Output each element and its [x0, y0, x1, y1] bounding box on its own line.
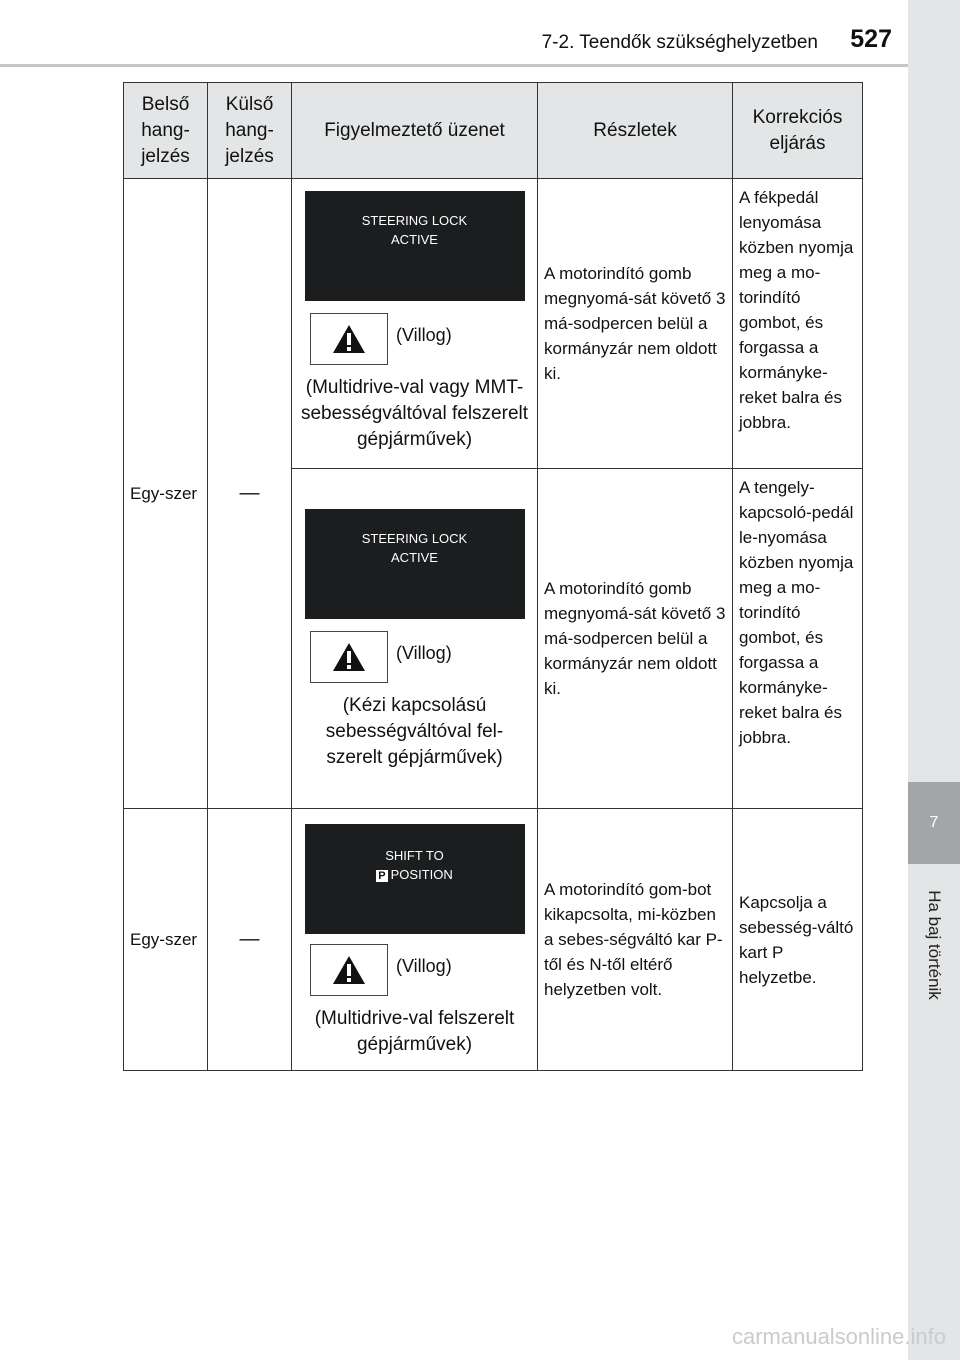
table-header-row [124, 83, 863, 179]
details-cell: A motorindító gomb megnyomá-sát követő 3 má-sodpercen belül a kormányzár nem oldott ki. [538, 469, 733, 809]
screen-line: STEERING LOCK [361, 531, 468, 546]
vehicle-note: (Kézi kapcsolású sebességváltóval fel-szerelt gépjárművek) [325, 695, 504, 768]
col-header-external: Külső hang-jelzés [208, 83, 292, 179]
screen-line: POSITION [390, 867, 453, 882]
col-header-details: Részletek [538, 83, 733, 179]
details-cell: A motorindító gomb megnyomá-sát követő 3 má-sodpercen belül a kormányzár nem oldott ki. [538, 179, 733, 469]
col-header-internal: Belső hang-jelzés [124, 83, 208, 179]
screen-line: STEERING LOCK [361, 213, 468, 228]
internal-chime-cell: Egy-szer [124, 179, 208, 809]
warning-message-cell [292, 809, 538, 1071]
correction-cell: Kapcsolja a sebesség-váltó kart P helyzetbe. [733, 809, 863, 1071]
col-header-fix: Korrekciós eljárás [733, 83, 863, 179]
col-header-message: Figyelmeztető üzenet [292, 83, 538, 179]
warning-triangle-icon [310, 944, 388, 996]
warning-table [123, 82, 863, 1071]
screen-line: ACTIVE [391, 550, 438, 565]
display-screen [305, 191, 525, 301]
table-row [124, 179, 863, 469]
p-position-icon: P [378, 870, 386, 882]
screen-line-2 [305, 865, 525, 884]
header-rule [0, 64, 908, 67]
chapter-number-tab: 7 [908, 782, 960, 864]
blink-label: (Villog) [396, 324, 452, 345]
watermark: carmanualsonline.info [731, 1324, 946, 1349]
internal-chime-cell: Egy-szer [124, 809, 208, 1071]
section-title: 7-2. Teendők szükséghelyzetben [541, 32, 818, 53]
blink-label: (Villog) [396, 642, 452, 663]
screen-line: SHIFT TO [385, 848, 444, 863]
warning-triangle-icon [310, 631, 388, 683]
vehicle-note: (Multidrive-val vagy MMT-sebességváltóval felszerelt gépjárművek) [300, 377, 529, 450]
page-number: 527 [850, 25, 892, 53]
display-screen [305, 824, 525, 934]
warning-icon-row [310, 631, 531, 683]
correction-cell: A tengely-kapcsoló-pedál le-nyomása közben nyomja meg a mo-torindító gombot, és forgassa a kormányke-reket balra és jobbra. [733, 469, 863, 809]
warning-icon-row [310, 944, 531, 996]
display-screen [305, 509, 525, 619]
table-row [124, 809, 863, 1071]
chapter-sidebar [908, 0, 960, 1360]
warning-triangle-icon [310, 313, 388, 365]
vehicle-note: (Multidrive-val felszerelt gépjárművek) [314, 1008, 515, 1055]
external-buzzer-cell: — [208, 179, 292, 809]
screen-line: ACTIVE [391, 232, 438, 247]
warning-icon-row [310, 313, 531, 365]
correction-cell: A fékpedál lenyomása közben nyomja meg a mo-torindító gombot, és forgassa a kormányke-reket balra és jobbra. [733, 179, 863, 469]
warning-message-cell [292, 179, 538, 469]
warning-message-cell [292, 469, 538, 809]
details-cell: A motorindító gom-bot kikapcsolta, mi-közben a sebes-ségváltó kar P-től és N-től eltérő helyzetben volt. [538, 809, 733, 1071]
blink-label: (Villog) [396, 955, 452, 976]
external-buzzer-cell: — [208, 809, 292, 1071]
chapter-title: Ha baj történik [925, 890, 944, 1000]
